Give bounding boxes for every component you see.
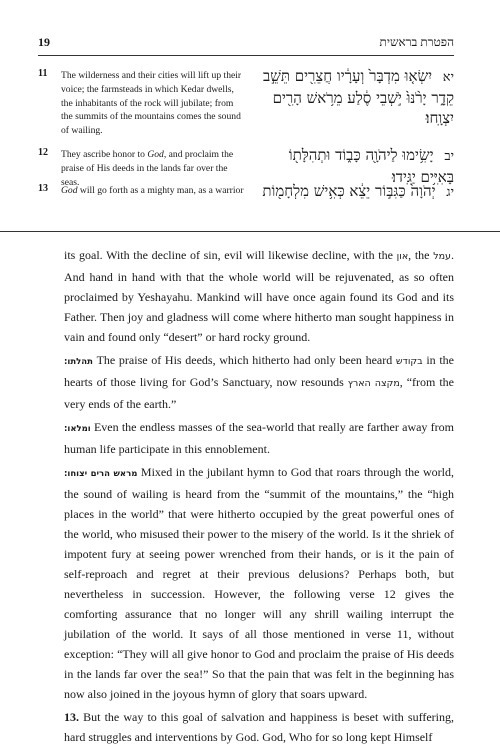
running-head [38, 35, 454, 53]
verse-13 [38, 183, 454, 203]
verse-12 [38, 146, 454, 188]
text-run: . And hand in hand with that the whole world will be rejuvenated, as so often proclaimed by Yeshayahu. Mankind will have once again found its God and its Father. Then joy and gladness will come where hitherto man sought happiness in vain and found only “desert” or hard rocky ground. [64, 248, 454, 344]
page-number: 19 [38, 35, 50, 49]
hebrew-verse-number: יב [444, 149, 454, 164]
divine-name: God [61, 185, 78, 196]
text-run: Even the endless masses of the sea-world that really are farther away from human life participate in this ennoblement. [64, 420, 454, 456]
translation-part: They ascribe honor to [61, 149, 148, 160]
verse-translation [61, 184, 244, 198]
verse-hebrew [252, 66, 454, 128]
hebrew-verse-text: יָשִׂ֥ימוּ לַיהֹוָ֖ה כָּב֑וֹד וּתְהִלָּת֖וֹ בָּאִיִּ֥ים יַגִּֽידוּ׃ [288, 146, 454, 186]
commentary-paragraph [64, 350, 454, 414]
text-run: But the way to this goal of salvation and happiness is beset with suffering, hard struggles and interventions by God. God, Who for so long kept Himself [64, 710, 454, 744]
text-run: in the hearts of those living for God’s Sanctuary, now resounds [64, 353, 454, 389]
commentary-paragraph [64, 462, 454, 704]
commentary-paragraph [64, 707, 454, 747]
hebrew-verse-number: יג [446, 185, 454, 200]
lemma-heading: ומלאו: [64, 424, 91, 434]
verse-hebrew [252, 181, 454, 203]
verse-reference: 13. [64, 710, 79, 724]
text-run: The praise of His deeds, which hitherto had only been heard [92, 353, 396, 367]
hebrew-term: און [396, 251, 409, 262]
translation-part: , and proclaim the praise of His deeds in the lands far over the seas. [61, 149, 234, 188]
hebrew-verse-text: יְהֹוָה֙ כַּגִּבּ֣וֹר יֵצֵ֔א כְּאִ֥ישׁ מִלְחָמ֖וֹת [262, 182, 436, 200]
text-run: Mixed in the jubilant hymn to God that roars through the world, the sound of wailing is heard from the “summit of the mountains,” the “high places in the world” that were hitherto occupied by the great powerful ones of the world, who misused their power to the misery of the world. Is it the shriek of impotent fury at seeing power wrenched from their hands, or is it the pain of self-reproach and regret at their previous delusions? Perhaps both, but nevertheless in succession. However, the following verse 12 gives the comforting assurance that no longer will any shrill wailing interrupt the jubilation of the world. It says of all those mentioned in verse 11, without exception: “They will all give honor to God and proclaim the praise of His deeds in the lands far over the sea!” So that the pain that was felt in the beginning has now also joined in the joyous hymn of glory that soars upward. [64, 465, 455, 701]
verse-number: 12 [38, 147, 48, 158]
lemma-heading: תהלתו: [64, 357, 93, 367]
commentary-paragraph [64, 417, 454, 459]
text-run: , “from the very ends of the earth.” [64, 375, 454, 411]
commentary-paragraph [64, 245, 454, 347]
text-run: , the [408, 248, 434, 262]
hebrew-term: בקודש [395, 356, 423, 367]
hebrew-verse-text: יִשְׂא֤וּ מִדְבָּר֙ וְעָרָ֔יו חֲצֵרִ֖ים תֵּשֵׁ֣ב קֵדָ֑ר יָרֹ֨נּוּ֙ יֹ֣שְׁבֵי סֶ֔לַע מֵרֹ֥אשׁ הָרִ֖ים יִצְוָֽחוּ׃ [262, 67, 454, 127]
hebrew-term: עמל [433, 251, 451, 262]
hebrew-term: מקצה הארץ [347, 378, 400, 389]
section-divider [0, 231, 500, 232]
running-title: הפטרת בראשית [379, 35, 454, 49]
verse-number: 13 [38, 183, 48, 194]
header-rule [38, 55, 454, 56]
commentary [64, 245, 454, 750]
translation-part: will go forth as a mighty man, as a warrior [77, 185, 244, 196]
lemma-heading: מראש הרים יצוחו: [64, 469, 138, 479]
text-run: its goal. With the decline of sin, evil will likewise decline, with the [64, 248, 397, 262]
verse-number: 11 [38, 68, 48, 79]
divine-name: God [147, 149, 164, 160]
hebrew-verse-number: יא [442, 70, 454, 85]
verse-translation: The wilderness and their cities will lift up their voice; the farmsteads in which Kedar dwells, the inhabitants of the rock will jubilate; from the summits of the mountains comes the sound of wailing. [61, 70, 242, 137]
